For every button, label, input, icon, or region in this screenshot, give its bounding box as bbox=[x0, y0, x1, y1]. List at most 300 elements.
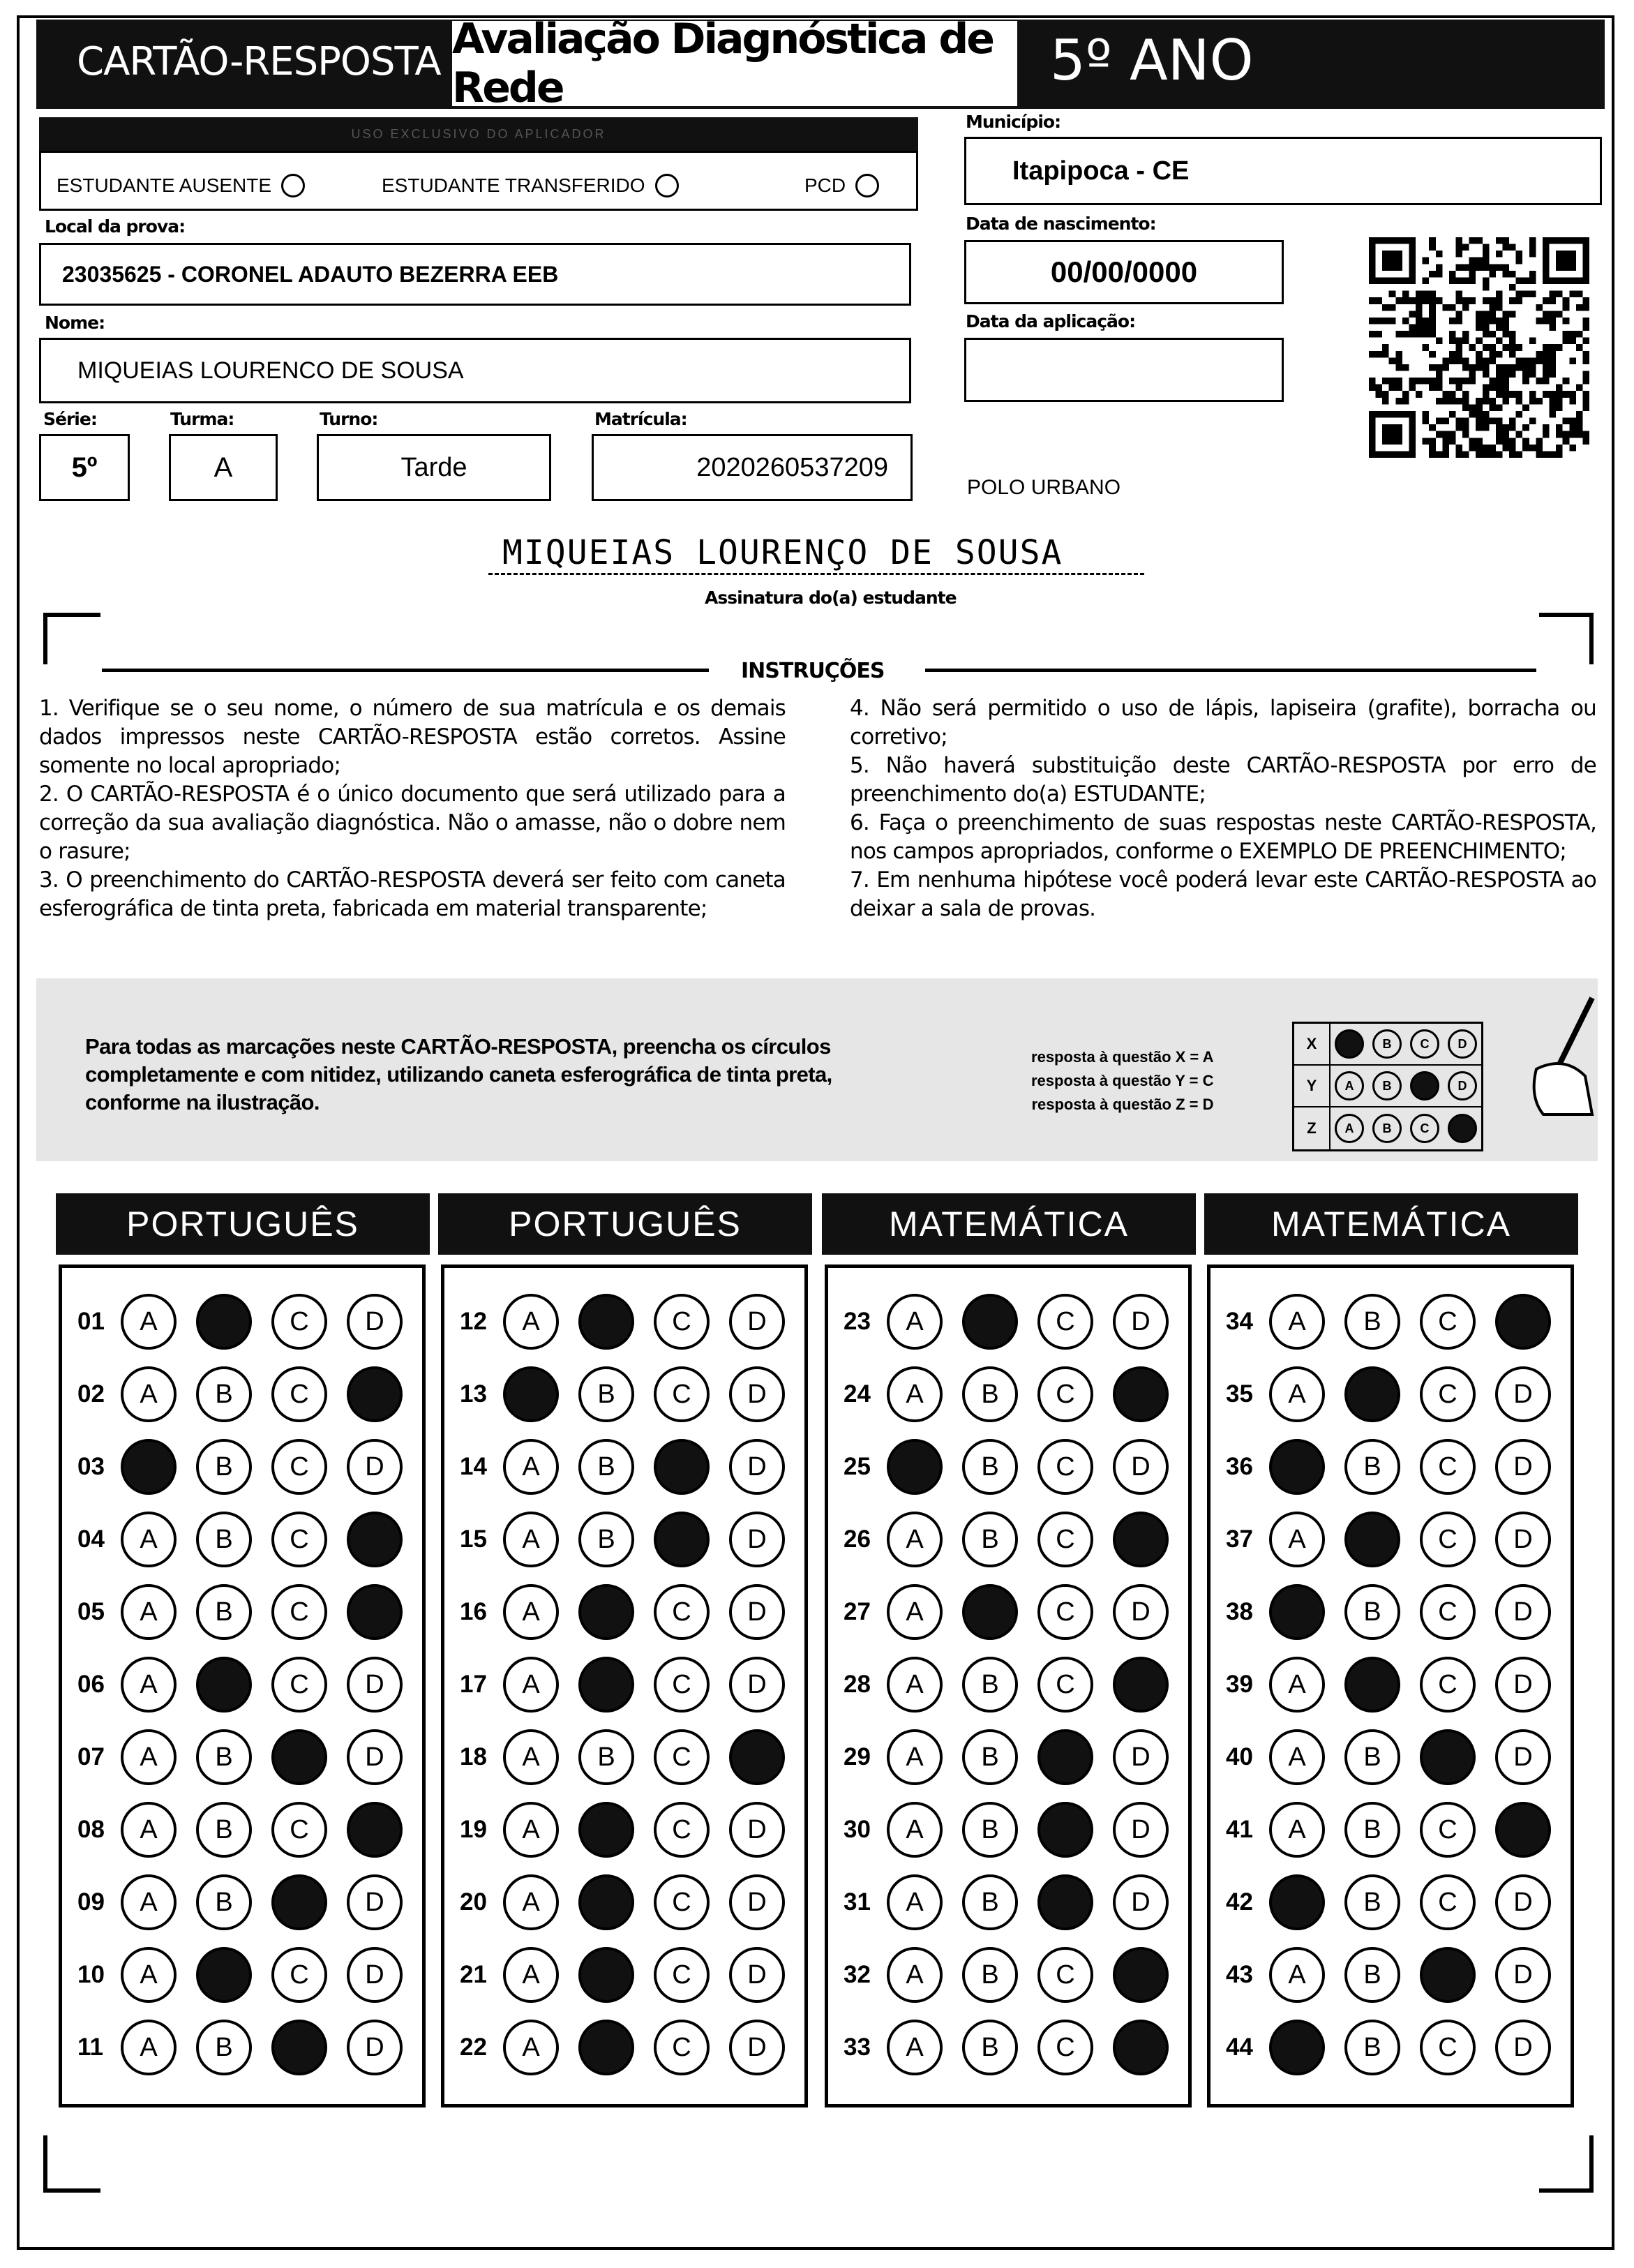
answer-bubble-b[interactable]: B bbox=[196, 1366, 252, 1422]
answer-bubble-c[interactable]: C bbox=[1420, 1584, 1476, 1640]
pcd-circle[interactable] bbox=[855, 174, 879, 197]
answer-bubble-d[interactable]: D bbox=[729, 1802, 785, 1858]
answer-bubble-c[interactable]: C bbox=[1037, 1512, 1093, 1567]
answer-bubble-a[interactable]: A bbox=[121, 1874, 177, 1930]
answer-bubble-a[interactable]: A bbox=[121, 1366, 177, 1422]
section-title: MATEMÁTICA bbox=[822, 1193, 1196, 1255]
answer-row bbox=[460, 1946, 804, 2004]
answer-bubble-c[interactable] bbox=[271, 2020, 327, 2075]
nome-label: Nome: bbox=[45, 313, 105, 333]
answer-row bbox=[77, 1511, 422, 1568]
answer-bubble-a[interactable]: A bbox=[1269, 1512, 1325, 1567]
qr-code bbox=[1369, 237, 1589, 458]
answer-bubble-d[interactable]: D bbox=[1113, 1874, 1169, 1930]
answer-bubble-c[interactable]: C bbox=[1420, 1512, 1476, 1567]
answer-bubble-c[interactable] bbox=[1037, 1874, 1093, 1930]
answer-row bbox=[460, 1801, 804, 1858]
answer-bubble-d[interactable]: D bbox=[347, 1294, 403, 1350]
answer-bubble-d[interactable] bbox=[1495, 1802, 1551, 1858]
answer-bubble-a[interactable]: A bbox=[1269, 1366, 1325, 1422]
answer-bubble-d[interactable]: D bbox=[1495, 1366, 1551, 1422]
answer-row bbox=[1226, 1511, 1571, 1568]
card-title: CARTÃO-RESPOSTA bbox=[77, 39, 441, 84]
answer-row bbox=[77, 1874, 422, 1931]
applicator-box bbox=[39, 151, 918, 211]
answer-bubble-b[interactable]: B bbox=[962, 1366, 1018, 1422]
answer-bubble-b[interactable]: B bbox=[962, 1729, 1018, 1785]
answer-row bbox=[77, 2019, 422, 2076]
answer-bubble-c[interactable]: C bbox=[1420, 1802, 1476, 1858]
nascimento-label: Data de nascimento: bbox=[966, 214, 1156, 234]
answer-bubble-b[interactable] bbox=[196, 1294, 252, 1350]
answer-bubble-b[interactable] bbox=[962, 1294, 1018, 1350]
answer-bubble-a[interactable] bbox=[1269, 2020, 1325, 2075]
answer-bubble-c[interactable]: C bbox=[271, 1366, 327, 1422]
answer-bubble-b[interactable]: B bbox=[196, 1729, 252, 1785]
answer-bubble-a[interactable] bbox=[1269, 1874, 1325, 1930]
question-number: 25 bbox=[844, 1453, 871, 1480]
answer-bubble-d[interactable] bbox=[347, 1584, 403, 1640]
answer-bubble-c[interactable]: C bbox=[1037, 2020, 1093, 2075]
answer-bubble-c[interactable] bbox=[1037, 1802, 1093, 1858]
answer-row bbox=[1226, 1583, 1571, 1641]
question-number: 15 bbox=[460, 1525, 487, 1553]
answer-bubble-a[interactable]: A bbox=[503, 1874, 559, 1930]
answer-bubble-c[interactable]: C bbox=[654, 2020, 710, 2075]
answer-bubble-c[interactable]: C bbox=[654, 1584, 710, 1640]
transferred-label: ESTUDANTE TRANSFERIDO bbox=[382, 174, 645, 196]
question-number: 29 bbox=[844, 1743, 871, 1770]
nome-field: MIQUEIAS LOURENCO DE SOUSA bbox=[39, 338, 911, 403]
turno-field: Tarde bbox=[317, 434, 551, 501]
answer-bubble-a[interactable]: A bbox=[121, 1657, 177, 1713]
answer-bubble-b[interactable]: B bbox=[1344, 1729, 1400, 1785]
answer-bubble-b[interactable]: B bbox=[1344, 1947, 1400, 2003]
answer-bubble-d[interactable]: D bbox=[1495, 1947, 1551, 2003]
question-number: 05 bbox=[77, 1598, 105, 1625]
answer-bubble-a[interactable]: A bbox=[503, 1729, 559, 1785]
serie-field: 5º bbox=[39, 434, 130, 501]
answer-bubble-b[interactable] bbox=[578, 1874, 634, 1930]
answer-row bbox=[844, 1511, 1188, 1568]
answer-bubble-b[interactable] bbox=[578, 1802, 634, 1858]
answer-row bbox=[1226, 1656, 1571, 1713]
answer-bubble-a[interactable]: A bbox=[121, 1729, 177, 1785]
answer-row bbox=[844, 1946, 1188, 2004]
answer-bubble-d[interactable]: D bbox=[729, 1584, 785, 1640]
answer-bubble-a[interactable]: A bbox=[503, 1947, 559, 2003]
answer-bubble-b[interactable] bbox=[578, 1294, 634, 1350]
answer-bubble-a[interactable]: A bbox=[1269, 1657, 1325, 1713]
answer-bubble-a[interactable]: A bbox=[887, 1947, 943, 2003]
answer-bubble-d[interactable]: D bbox=[729, 1874, 785, 1930]
answer-bubble-b[interactable]: B bbox=[196, 1802, 252, 1858]
answer-bubble-a[interactable] bbox=[887, 1439, 943, 1495]
answer-bubble-a[interactable]: A bbox=[121, 1584, 177, 1640]
answer-bubble-c[interactable]: C bbox=[1037, 1294, 1093, 1350]
answer-bubble-d[interactable]: D bbox=[729, 1366, 785, 1422]
answer-bubble-a[interactable]: A bbox=[503, 1294, 559, 1350]
answer-bubble-d[interactable]: D bbox=[1495, 1874, 1551, 1930]
question-number: 01 bbox=[77, 1308, 105, 1335]
grade-title: 5º ANO bbox=[1050, 28, 1254, 93]
corner-mark bbox=[43, 613, 100, 617]
answer-bubble-d[interactable]: D bbox=[347, 1947, 403, 2003]
answer-bubble-d[interactable]: D bbox=[729, 1512, 785, 1567]
answer-bubble-c[interactable]: C bbox=[654, 1947, 710, 2003]
question-number: 11 bbox=[77, 2034, 103, 2061]
question-number: 13 bbox=[460, 1380, 487, 1408]
pen-hand-icon bbox=[1522, 992, 1599, 1118]
example-question: Z bbox=[1294, 1107, 1331, 1149]
answer-bubble-c[interactable]: C bbox=[1037, 1439, 1093, 1495]
local-label: Local da prova: bbox=[45, 216, 186, 237]
example-question: X bbox=[1294, 1023, 1331, 1065]
question-number: 38 bbox=[1226, 1598, 1253, 1625]
answer-bubble-c[interactable]: C bbox=[654, 1657, 710, 1713]
answer-bubble-c[interactable]: C bbox=[1420, 1294, 1476, 1350]
example-bubble: C bbox=[1410, 1114, 1439, 1143]
aplicacao-label: Data da aplicação: bbox=[966, 311, 1136, 331]
answer-bubble-b[interactable] bbox=[1344, 1366, 1400, 1422]
question-number: 27 bbox=[844, 1598, 871, 1625]
answer-bubble-c[interactable] bbox=[1037, 1729, 1093, 1785]
answer-bubble-c[interactable] bbox=[654, 1439, 710, 1495]
answer-bubble-a[interactable]: A bbox=[1269, 1294, 1325, 1350]
answer-bubble-b[interactable]: B bbox=[196, 1584, 252, 1640]
answer-bubble-d[interactable]: D bbox=[1495, 2020, 1551, 2075]
section-title: PORTUGUÊS bbox=[438, 1193, 812, 1255]
answer-bubble-b[interactable]: B bbox=[962, 2020, 1018, 2075]
question-number: 07 bbox=[77, 1743, 105, 1770]
pcd-option[interactable] bbox=[804, 174, 879, 197]
question-number: 06 bbox=[77, 1671, 105, 1698]
question-number: 02 bbox=[77, 1380, 105, 1408]
answer-bubble-d[interactable]: D bbox=[1113, 1294, 1169, 1350]
applicator-bar: USO EXCLUSIVO DO APLICADOR bbox=[39, 117, 918, 151]
answer-bubble-c[interactable] bbox=[271, 1729, 327, 1785]
answer-bubble-c[interactable]: C bbox=[1420, 1657, 1476, 1713]
answer-bubble-b[interactable]: B bbox=[1344, 1294, 1400, 1350]
answer-bubble-d[interactable]: D bbox=[347, 2020, 403, 2075]
assessment-title: Avaliação Diagnóstica de Rede bbox=[452, 15, 993, 112]
answer-bubble-a[interactable] bbox=[503, 1366, 559, 1422]
question-number: 08 bbox=[77, 1816, 105, 1843]
answer-bubble-c[interactable] bbox=[1420, 1729, 1476, 1785]
answer-bubble-b[interactable]: B bbox=[578, 1512, 634, 1567]
answer-bubble-b[interactable] bbox=[578, 2020, 634, 2075]
answer-bubble-c[interactable]: C bbox=[271, 1802, 327, 1858]
answer-row bbox=[77, 1656, 422, 1713]
answer-bubble-a[interactable]: A bbox=[887, 1512, 943, 1567]
answer-bubble-d[interactable]: D bbox=[1495, 1729, 1551, 1785]
section-title: PORTUGUÊS bbox=[56, 1193, 430, 1255]
answer-block bbox=[441, 1264, 808, 2107]
filling-example bbox=[36, 978, 1598, 1161]
answer-row bbox=[460, 2019, 804, 2076]
answer-bubble-a[interactable]: A bbox=[121, 2020, 177, 2075]
answer-bubble-b[interactable]: B bbox=[1344, 1584, 1400, 1640]
answer-bubble-d[interactable]: D bbox=[347, 1874, 403, 1930]
answer-bubble-d[interactable] bbox=[1113, 2020, 1169, 2075]
answer-bubble-c[interactable]: C bbox=[654, 1294, 710, 1350]
question-number: 19 bbox=[460, 1816, 487, 1843]
answer-bubble-d[interactable] bbox=[1113, 1657, 1169, 1713]
absent-label: ESTUDANTE AUSENTE bbox=[57, 174, 272, 196]
answer-row bbox=[460, 1366, 804, 1423]
answer-bubble-d[interactable]: D bbox=[729, 1294, 785, 1350]
question-number: 35 bbox=[1226, 1380, 1253, 1408]
answer-bubble-a[interactable]: A bbox=[887, 1802, 943, 1858]
answer-bubble-a[interactable]: A bbox=[121, 1294, 177, 1350]
answer-block bbox=[59, 1264, 426, 2107]
transferred-option[interactable] bbox=[382, 174, 679, 197]
answer-bubble-a[interactable]: A bbox=[887, 1874, 943, 1930]
answer-bubble-d[interactable] bbox=[347, 1512, 403, 1567]
answer-bubble-b[interactable]: B bbox=[196, 1439, 252, 1495]
answer-bubble-b[interactable]: B bbox=[578, 1366, 634, 1422]
answer-bubble-c[interactable]: C bbox=[1037, 1947, 1093, 2003]
question-number: 22 bbox=[460, 2034, 487, 2061]
answer-row bbox=[77, 1293, 422, 1350]
answer-bubble-b[interactable] bbox=[578, 1584, 634, 1640]
answer-bubble-c[interactable] bbox=[1420, 1947, 1476, 2003]
question-number: 30 bbox=[844, 1816, 871, 1843]
answer-row bbox=[460, 1438, 804, 1495]
answer-bubble-d[interactable] bbox=[1113, 1512, 1169, 1567]
example-row bbox=[1294, 1024, 1481, 1066]
matricula-field: 2020260537209 bbox=[592, 434, 913, 501]
answer-row bbox=[844, 1438, 1188, 1495]
answer-bubble-a[interactable]: A bbox=[887, 1657, 943, 1713]
answer-bubble-d[interactable] bbox=[1113, 1947, 1169, 2003]
answer-row bbox=[77, 1583, 422, 1641]
corner-mark bbox=[43, 2135, 47, 2193]
answer-bubble-d[interactable]: D bbox=[1113, 1584, 1169, 1640]
answer-bubble-b[interactable] bbox=[1344, 1512, 1400, 1567]
answer-bubble-a[interactable]: A bbox=[1269, 1947, 1325, 2003]
answer-bubble-a[interactable]: A bbox=[121, 1947, 177, 2003]
answer-block bbox=[1207, 1264, 1574, 2107]
answer-bubble-b[interactable]: B bbox=[1344, 2020, 1400, 2075]
answer-bubble-b[interactable] bbox=[1344, 1657, 1400, 1713]
answer-bubble-c[interactable]: C bbox=[654, 1874, 710, 1930]
question-number: 17 bbox=[460, 1671, 487, 1698]
answer-bubble-b[interactable]: B bbox=[962, 1512, 1018, 1567]
answer-bubble-d[interactable]: D bbox=[729, 1947, 785, 2003]
question-number: 42 bbox=[1226, 1888, 1253, 1916]
answer-bubble-a[interactable]: A bbox=[503, 2020, 559, 2075]
corner-mark bbox=[1589, 2135, 1594, 2193]
answer-row bbox=[77, 1729, 422, 1786]
answer-bubble-c[interactable]: C bbox=[1420, 1366, 1476, 1422]
answer-bubble-a[interactable]: A bbox=[887, 1729, 943, 1785]
answer-bubble-a[interactable]: A bbox=[1269, 1729, 1325, 1785]
answer-bubble-a[interactable]: A bbox=[887, 2020, 943, 2075]
answer-bubble-a[interactable]: A bbox=[887, 1584, 943, 1640]
answer-row bbox=[844, 1293, 1188, 1350]
question-number: 43 bbox=[1226, 1961, 1253, 1988]
instructions-right: 4. Não será permitido o uso de lápis, lapiseira (grafite), borracha ou corretivo; 5. Não haverá substituição deste CARTÃO-RESPOSTA por erro de preenchimento do(a) ESTUDANTE; 6. Faça o preenchimento de suas respostas neste CARTÃO-RESPOSTA, nos campos apropriados, conforme o EXEMPLO DE PREENCHIMENTO; 7. Em nenhuma hipótese você poderá levar este CARTÃO-RESPOSTA ao deixar a sala de provas. bbox=[850, 696, 1596, 921]
answer-row bbox=[460, 1583, 804, 1641]
answer-block bbox=[825, 1264, 1192, 2107]
answer-bubble-b[interactable]: B bbox=[962, 1439, 1018, 1495]
answer-bubble-d[interactable] bbox=[1495, 1294, 1551, 1350]
question-number: 24 bbox=[844, 1380, 871, 1408]
answer-bubble-d[interactable]: D bbox=[347, 1729, 403, 1785]
example-bubble: B bbox=[1372, 1071, 1402, 1101]
answer-bubble-d[interactable] bbox=[347, 1366, 403, 1422]
answer-bubble-b[interactable]: B bbox=[196, 2020, 252, 2075]
answer-bubble-d[interactable]: D bbox=[729, 2020, 785, 2075]
answer-bubble-b[interactable]: B bbox=[962, 1802, 1018, 1858]
answer-bubble-b[interactable] bbox=[578, 1657, 634, 1713]
question-number: 10 bbox=[77, 1961, 105, 1988]
answer-bubble-a[interactable]: A bbox=[887, 1294, 943, 1350]
nascimento-field: 00/00/0000 bbox=[964, 240, 1284, 304]
turma-field: A bbox=[169, 434, 278, 501]
answer-bubble-c[interactable]: C bbox=[271, 1512, 327, 1567]
divider bbox=[102, 669, 709, 672]
answer-bubble-c[interactable]: C bbox=[1037, 1657, 1093, 1713]
answer-bubble-c[interactable]: C bbox=[654, 1729, 710, 1785]
question-number: 37 bbox=[1226, 1525, 1253, 1553]
answer-bubble-b[interactable]: B bbox=[962, 1874, 1018, 1930]
question-number: 33 bbox=[844, 2034, 871, 2061]
answer-bubble-a[interactable]: A bbox=[1269, 1802, 1325, 1858]
answer-bubble-c[interactable]: C bbox=[654, 1802, 710, 1858]
instructions-title: INSTRUÇÕES bbox=[741, 659, 885, 683]
answer-bubble-a[interactable]: A bbox=[503, 1802, 559, 1858]
question-number: 14 bbox=[460, 1453, 487, 1480]
answer-bubble-c[interactable]: C bbox=[1037, 1366, 1093, 1422]
answer-bubble-d[interactable]: D bbox=[1113, 1729, 1169, 1785]
answer-row bbox=[77, 1801, 422, 1858]
answer-bubble-b[interactable] bbox=[962, 1584, 1018, 1640]
answer-row bbox=[844, 1801, 1188, 1858]
answer-bubble-c[interactable] bbox=[654, 1512, 710, 1567]
question-number: 16 bbox=[460, 1598, 487, 1625]
example-bubble: C bbox=[1410, 1029, 1439, 1059]
answer-bubble-b[interactable]: B bbox=[196, 1512, 252, 1567]
transferred-circle[interactable] bbox=[655, 174, 679, 197]
answer-row bbox=[460, 1729, 804, 1786]
example-bubble: A bbox=[1335, 1071, 1364, 1101]
answer-bubble-d[interactable]: D bbox=[347, 1657, 403, 1713]
local-field: 23035625 - CORONEL ADAUTO BEZERRA EEB bbox=[39, 243, 911, 306]
corner-mark bbox=[1589, 613, 1594, 664]
answer-bubble-b[interactable]: B bbox=[196, 1874, 252, 1930]
corner-mark bbox=[1539, 2188, 1594, 2193]
question-number: 41 bbox=[1226, 1816, 1253, 1843]
answer-row bbox=[460, 1656, 804, 1713]
answer-bubble-d[interactable]: D bbox=[729, 1657, 785, 1713]
answer-bubble-a[interactable] bbox=[1269, 1584, 1325, 1640]
answer-bubble-d[interactable] bbox=[729, 1729, 785, 1785]
answer-bubble-c[interactable] bbox=[271, 1874, 327, 1930]
example-bubble bbox=[1410, 1071, 1439, 1101]
question-number: 36 bbox=[1226, 1453, 1253, 1480]
answer-bubble-b[interactable]: B bbox=[1344, 1874, 1400, 1930]
answer-bubble-a[interactable]: A bbox=[503, 1657, 559, 1713]
corner-mark bbox=[1539, 613, 1594, 617]
question-number: 28 bbox=[844, 1671, 871, 1698]
corner-mark bbox=[43, 2188, 100, 2193]
question-number: 09 bbox=[77, 1888, 105, 1916]
answer-bubble-c[interactable]: C bbox=[1037, 1584, 1093, 1640]
divider bbox=[925, 669, 1536, 672]
answer-bubble-d[interactable]: D bbox=[1113, 1439, 1169, 1495]
answer-bubble-a[interactable]: A bbox=[121, 1802, 177, 1858]
answer-bubble-d[interactable]: D bbox=[347, 1439, 403, 1495]
answer-bubble-a[interactable] bbox=[121, 1439, 177, 1495]
example-bubble: D bbox=[1448, 1029, 1477, 1059]
answer-bubble-b[interactable] bbox=[578, 1947, 634, 2003]
answer-bubble-c[interactable]: C bbox=[271, 1947, 327, 2003]
answer-bubble-b[interactable]: B bbox=[1344, 1439, 1400, 1495]
answer-bubble-d[interactable] bbox=[347, 1802, 403, 1858]
answer-bubble-c[interactable]: C bbox=[271, 1294, 327, 1350]
answer-bubble-c[interactable]: C bbox=[271, 1657, 327, 1713]
turma-label: Turma: bbox=[170, 409, 234, 429]
answer-bubble-b[interactable] bbox=[196, 1657, 252, 1713]
answer-bubble-b[interactable] bbox=[196, 1947, 252, 2003]
absent-circle[interactable] bbox=[281, 174, 305, 197]
legend-line: resposta à questão Z = D bbox=[1031, 1096, 1214, 1113]
answer-bubble-b[interactable]: B bbox=[962, 1657, 1018, 1713]
answer-bubble-d[interactable]: D bbox=[1495, 1657, 1551, 1713]
municipio-field: Itapipoca - CE bbox=[964, 137, 1602, 205]
answer-bubble-d[interactable]: D bbox=[1495, 1439, 1551, 1495]
turno-label: Turno: bbox=[320, 409, 378, 429]
question-number: 34 bbox=[1226, 1308, 1253, 1335]
answer-bubble-d[interactable]: D bbox=[1113, 1802, 1169, 1858]
example-bubble bbox=[1448, 1114, 1477, 1143]
example-grid bbox=[1292, 1022, 1483, 1151]
question-number: 40 bbox=[1226, 1743, 1253, 1770]
answer-bubble-d[interactable]: D bbox=[1495, 1584, 1551, 1640]
answer-bubble-b[interactable]: B bbox=[1344, 1802, 1400, 1858]
aplicacao-field[interactable] bbox=[964, 338, 1284, 402]
answer-bubble-b[interactable]: B bbox=[578, 1729, 634, 1785]
question-number: 44 bbox=[1226, 2034, 1253, 2061]
answer-bubble-c[interactable]: C bbox=[271, 1439, 327, 1495]
answer-bubble-c[interactable]: C bbox=[1420, 1874, 1476, 1930]
answer-bubble-c[interactable]: C bbox=[654, 1366, 710, 1422]
answer-bubble-d[interactable]: D bbox=[1495, 1512, 1551, 1567]
answer-bubble-a[interactable]: A bbox=[503, 1512, 559, 1567]
answer-bubble-a[interactable]: A bbox=[887, 1366, 943, 1422]
answer-bubble-d[interactable] bbox=[1113, 1366, 1169, 1422]
question-number: 12 bbox=[460, 1308, 487, 1335]
answer-bubble-c[interactable]: C bbox=[1420, 2020, 1476, 2075]
answer-row bbox=[844, 1874, 1188, 1931]
answer-row bbox=[77, 1946, 422, 2004]
municipio-label: Município: bbox=[966, 112, 1061, 132]
answer-bubble-b[interactable]: B bbox=[962, 1947, 1018, 2003]
answer-bubble-a[interactable]: A bbox=[503, 1439, 559, 1495]
answer-bubble-a[interactable]: A bbox=[503, 1584, 559, 1640]
answer-bubble-d[interactable]: D bbox=[729, 1439, 785, 1495]
answer-bubble-c[interactable]: C bbox=[1420, 1439, 1476, 1495]
answer-bubble-b[interactable]: B bbox=[578, 1439, 634, 1495]
answer-bubble-a[interactable] bbox=[1269, 1439, 1325, 1495]
absent-option[interactable] bbox=[57, 174, 305, 197]
example-bubble: B bbox=[1372, 1029, 1402, 1059]
answer-bubble-a[interactable]: A bbox=[121, 1512, 177, 1567]
answer-bubble-c[interactable]: C bbox=[271, 1584, 327, 1640]
example-bubble bbox=[1335, 1029, 1364, 1059]
